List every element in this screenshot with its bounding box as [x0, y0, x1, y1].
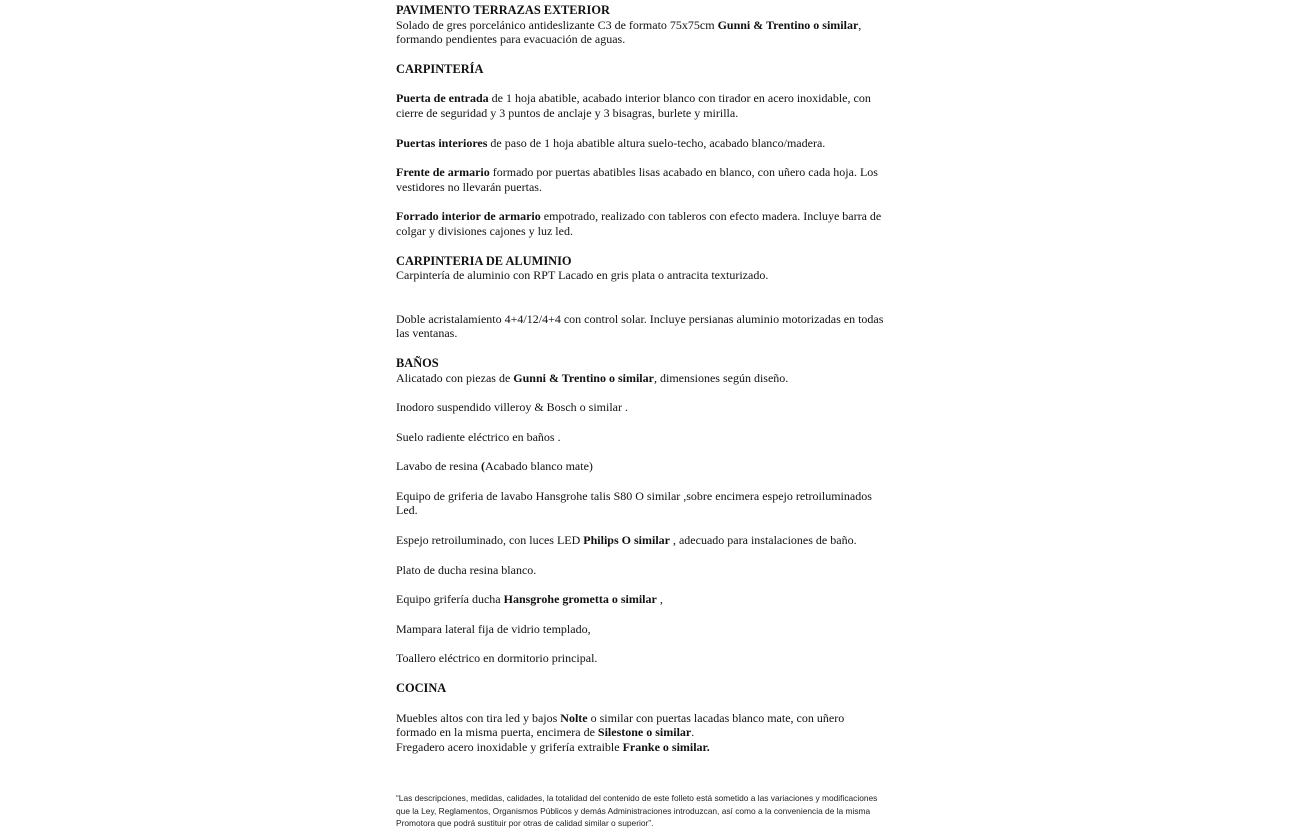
- toallero-paragraph: Toallero eléctrico en dormitorio principal.: [396, 651, 598, 666]
- lavabo-text: Lavabo de resina: [396, 459, 481, 474]
- muebles-text: Muebles altos con tira led y bajos: [396, 710, 561, 725]
- spacer: [396, 474, 886, 489]
- plato-paragraph: Plato de ducha resina blanco.: [396, 562, 537, 577]
- spacer: [396, 415, 886, 430]
- heading-aluminio: CARPINTERIA DE ALUMINIO: [396, 253, 572, 268]
- frente-armario-text: formado por puertas abatibles lisas acabado en blanco, con uñero cada hoja. Los vestidores no llevarán puertas.: [396, 165, 878, 194]
- puerta-entrada-label: Puerta de entrada: [396, 91, 489, 106]
- muebles-brand: Nolte: [560, 710, 588, 725]
- spacer: [396, 150, 886, 165]
- forrado-armario-text: empotrado, realizado con tableros con efecto madera. Incluye barra de colgar y divisiones cajones y luz led.: [396, 209, 882, 238]
- equipo-ducha-brand: Hansgrohe grometta o similar: [503, 592, 657, 607]
- spacer: [396, 548, 886, 563]
- equipo-ducha-paragraph: [396, 592, 886, 607]
- pavimento-text-end: , formando pendientes para evacuación de aguas.: [396, 17, 862, 47]
- forrado-armario-paragraph: [396, 209, 886, 238]
- inodoro-paragraph: Inodoro suspendido villeroy & Bosch o similar .: [396, 400, 628, 415]
- lavabo-text-end: Acabado blanco mate): [484, 459, 593, 474]
- alicatado-paragraph: [396, 371, 886, 386]
- pavimento-brand: Gunni & Trentino o similar: [717, 17, 859, 32]
- puertas-interiores-text: de paso de 1 hoja abatible altura suelo-techo, acabado blanco/madera.: [487, 135, 826, 150]
- heading-cocina: COCINA: [396, 681, 447, 696]
- heading-pavimento: PAVIMENTO TERRAZAS EXTERIOR: [396, 3, 610, 17]
- forrado-armario-label: Forrado interior de armario: [396, 209, 541, 224]
- spacer: [396, 518, 886, 533]
- muebles-text-mid: o similar con puertas lacadas blanco mate, con uñero formado en la misma puerta, encimera de: [396, 710, 845, 740]
- frente-armario-label: Frente de armario: [396, 165, 490, 180]
- puertas-interiores-label: Puertas interiores: [396, 135, 488, 150]
- espejo-brand: Philips O similar: [583, 533, 670, 548]
- spacer: [396, 666, 886, 681]
- alicatado-brand: Gunni & Trentino o similar: [513, 370, 654, 385]
- muebles-text-end: .: [691, 725, 695, 740]
- aluminio-paragraph: Carpintería de aluminio con RPT Lacado en gris plata o antracita texturizado.: [396, 268, 769, 283]
- alicatado-text: Alicatado con piezas de: [396, 370, 514, 385]
- equipo-ducha-text-end: ,: [656, 592, 663, 607]
- spacer: [396, 121, 886, 136]
- document-content: [396, 3, 886, 754]
- fregadero-text: Fregadero acero inoxidable y grifería extraible: [396, 739, 623, 754]
- alicatado-text-end: , dimensiones según diseño.: [653, 370, 789, 385]
- equipo-lavabo-paragraph: Equipo de griferia de lavabo Hansgrohe talis S80 O similar ,sobre encimera espejo retroiluminados Led.: [396, 488, 872, 518]
- mampara-paragraph: Mampara lateral fija de vidrio templado,: [396, 621, 591, 636]
- suelo-paragraph: Suelo radiente eléctrico en baños .: [396, 429, 561, 444]
- spacer: [396, 283, 886, 312]
- espejo-text-end: , adecuado para instalaciones de baño.: [669, 533, 857, 548]
- muebles-paragraph: [396, 711, 886, 740]
- puerta-entrada-text: de 1 hoja abatible, acabado interior blanco con tirador en acero inoxidable, con cierre de seguridad y 3 puntos de anclaje y 3 bisagras, burlete y mirilla.: [396, 91, 871, 120]
- heading-banos: BAÑOS: [396, 355, 439, 370]
- frente-armario-paragraph: [396, 165, 886, 194]
- puerta-entrada-paragraph: [396, 91, 886, 120]
- lavabo-paragraph: [396, 459, 886, 474]
- spacer: [396, 636, 886, 651]
- acristalamiento-paragraph: Doble acristalamiento 4+4/12/4+4 con control solar. Incluye persianas aluminio motorizadas en todas las ventanas.: [396, 311, 884, 341]
- pavimento-paragraph: [396, 18, 886, 47]
- equipo-ducha-text: Equipo grifería ducha: [396, 592, 504, 607]
- lavabo-paren: (: [480, 459, 485, 474]
- puertas-interiores-paragraph: [396, 136, 886, 151]
- legal-disclaimer: “Las descripciones, medidas, calidades, la totalidad del contenido de este folleto está sometido a las variaciones y modificaciones que la Ley, Reglamentos, Organismos Públicos y demás Administraciones introduzcan, así como a la conveniencia de la misma Promotora que podrá sustituir por otras de calidad similar o superior”.: [396, 793, 878, 828]
- heading-carpinteria: CARPINTERÍA: [396, 61, 484, 76]
- spacer: [396, 385, 886, 400]
- spacer: [396, 607, 886, 622]
- espejo-text: Espejo retroiluminado, con luces LED: [396, 533, 584, 548]
- spacer: [396, 696, 886, 711]
- spacer: [396, 194, 886, 209]
- spacer: [396, 47, 886, 62]
- fregadero-paragraph: [396, 740, 886, 755]
- spacer: [396, 76, 886, 91]
- spacer: [396, 577, 886, 592]
- encimera-brand: Silestone o similar: [597, 725, 692, 740]
- espejo-paragraph: [396, 533, 886, 548]
- spacer: [396, 239, 886, 254]
- pavimento-text: Solado de gres porcelánico antideslizante C3 de formato 75x75cm: [396, 17, 718, 32]
- fregadero-brand: Franke o similar.: [622, 739, 710, 754]
- spacer: [396, 444, 886, 459]
- spacer: [396, 341, 886, 356]
